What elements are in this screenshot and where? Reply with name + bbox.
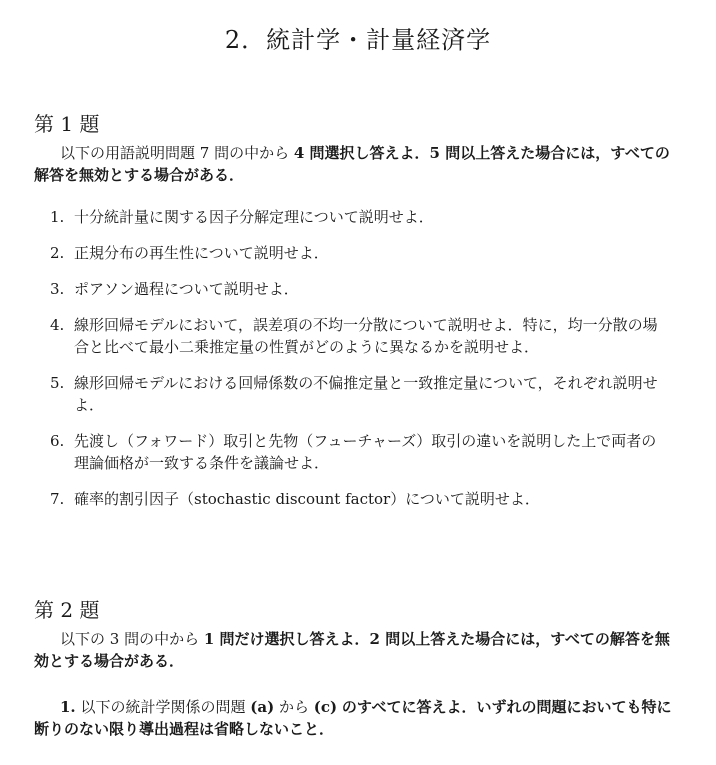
section-2-instructions [34, 628, 674, 672]
page-title: 2．統計学・計量経済学 [224, 26, 492, 54]
list-item [50, 242, 670, 264]
item-number: 4. [50, 316, 65, 334]
item-number: 1. [50, 208, 65, 226]
section-1-intro-bold: 4 問選択し答えよ．5 問以上答えた場合には，すべての解答を無効とする場合がある． [34, 144, 670, 184]
item-text: 線形回帰モデルにおいて，誤差項の不均一分散について説明せよ．特に，均一分散の場合と比べて最小二乗推定量の性質がどのように異なるかを説明せよ． [74, 316, 658, 356]
question-text-bold: のすべてに答えよ．いずれの問題においても特に断りのない限り導出過程は省略しないこと． [34, 698, 672, 738]
section-2-intro-text: 以下の 3 問の中から [60, 630, 200, 648]
item-text: 線形回帰モデルにおける回帰係数の不偏推定量と一致推定量について，それぞれ説明せよ． [74, 374, 658, 414]
list-item [50, 488, 670, 510]
list-item [50, 206, 670, 228]
list-item [50, 278, 670, 300]
item-text: ポアソン過程について説明せよ． [74, 280, 299, 298]
section-1-intro-text: 以下の用語説明問題 7 問の中から [60, 144, 290, 162]
item-text: 確率的割引因子（stochastic discount factor）について説明せよ． [74, 490, 540, 508]
item-text: 先渡し（フォワード）取引と先物（フューチャーズ）取引の違いを説明した上で両者の理論価格が一致する条件を議論せよ． [74, 432, 657, 472]
list-item [50, 372, 670, 416]
question-text-mid: から [278, 698, 309, 716]
section-2-question-1 [34, 696, 674, 740]
item-number: 7. [50, 490, 65, 508]
question-text: 以下の統計学関係の問題 [80, 698, 246, 716]
item-number: 3. [50, 280, 65, 298]
item-text: 十分統計量に関する因子分解定理について説明せよ． [74, 208, 434, 226]
list-item [50, 430, 670, 474]
section-2-heading: 第 2 題 [34, 598, 100, 622]
list-item [50, 314, 670, 358]
question-part-a: (a) [250, 698, 275, 716]
question-number: 1. [60, 698, 76, 716]
item-text: 正規分布の再生性について説明せよ． [74, 244, 329, 262]
section-1-question-list [50, 206, 670, 524]
section-1-instructions [34, 142, 674, 186]
item-number: 6. [50, 432, 65, 450]
item-number: 2. [50, 244, 65, 262]
question-part-c: (c) [313, 698, 338, 716]
item-number: 5. [50, 374, 65, 392]
section-1-heading: 第 1 題 [34, 112, 100, 136]
section-2-intro-bold: 1 問だけ選択し答えよ．2 問以上答えた場合には，すべての解答を無効とする場合がある． [34, 630, 670, 670]
